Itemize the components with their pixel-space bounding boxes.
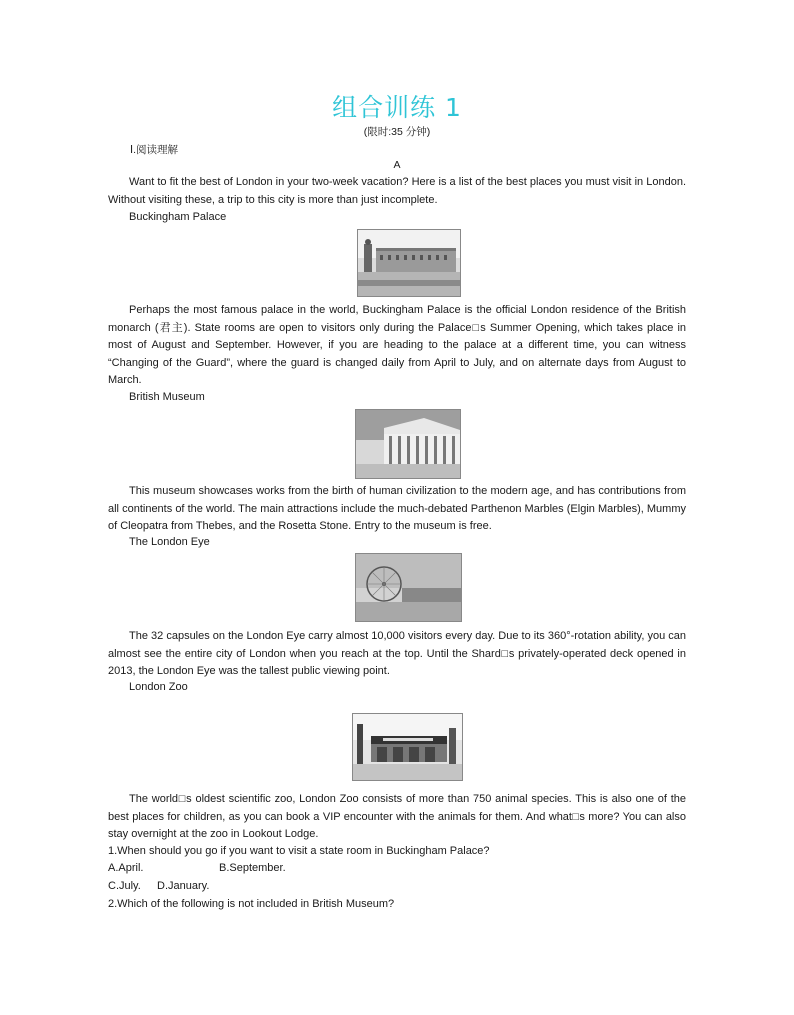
place-description: Perhaps the most famous palace in the world, Buckingham Palace is the official London residence of the British monarch (君主). State rooms are open to visitors only during the Palace□s Summer Opening, which takes place in most of August and September. However, if you are heading to the palace at a different time, you can witness “Changing of the Guard”, where the guard is changed daily from April to July, and on alternate days from August to March. bbox=[108, 304, 686, 387]
british-museum-image bbox=[355, 409, 461, 479]
place-description: This museum showcases works from the birth of human civilization to the modern age, and has contributions from all continents of the world. The main attractions include the much-debated Parthenon Marbles (Elgin Marbles), Mummy of Cleopatra from Thebes, and the Rosetta Stone. Entry to the museum is free. bbox=[108, 485, 686, 533]
place-description: The world□s oldest scientific zoo, London Zoo consists of more than 750 animal species. This is also one of the best places for children, as you can book a VIP encounter with the animals for them. And what□s more? You can also stay overnight at the zoo in Lookout Lodge. bbox=[108, 793, 686, 841]
place-heading: British Museum bbox=[129, 391, 205, 403]
place-heading: Buckingham Palace bbox=[129, 211, 227, 223]
option-a: A.April. bbox=[108, 862, 144, 874]
london-zoo-image bbox=[352, 713, 463, 781]
place-description: The 32 capsules on the London Eye carry almost 10,000 visitors every day. Due to its 360°-rotation ability, you can almost see the entire city of London when you reach at the top. Until the Shard□s privately-operated deck opened in 2013, the London Eye was the tallest public viewing point. bbox=[108, 630, 686, 678]
london-eye-image bbox=[355, 553, 462, 622]
option-b: B.September. bbox=[219, 862, 286, 874]
option-c: C.July. bbox=[108, 880, 141, 892]
time-limit: (限时:35 分钟) bbox=[363, 126, 431, 138]
page-title: 组合训练 1 bbox=[332, 93, 462, 122]
place-heading: London Zoo bbox=[129, 681, 188, 693]
option-d: D.January. bbox=[157, 880, 210, 892]
question: 1.When should you go if you want to visit a state room in Buckingham Palace? bbox=[108, 845, 490, 857]
passage-label: A bbox=[393, 159, 401, 171]
question: 2.Which of the following is not included in British Museum? bbox=[108, 898, 395, 910]
buckingham-palace-image bbox=[357, 229, 461, 297]
intro-paragraph: Want to fit the best of London in your two-week vacation? Here is a list of the best places you must visit in London. Without visiting these, a trip to this city is more than just incomplete. bbox=[108, 176, 686, 206]
place-heading: The London Eye bbox=[129, 536, 210, 548]
section-heading: Ⅰ.阅读理解 bbox=[130, 144, 179, 156]
